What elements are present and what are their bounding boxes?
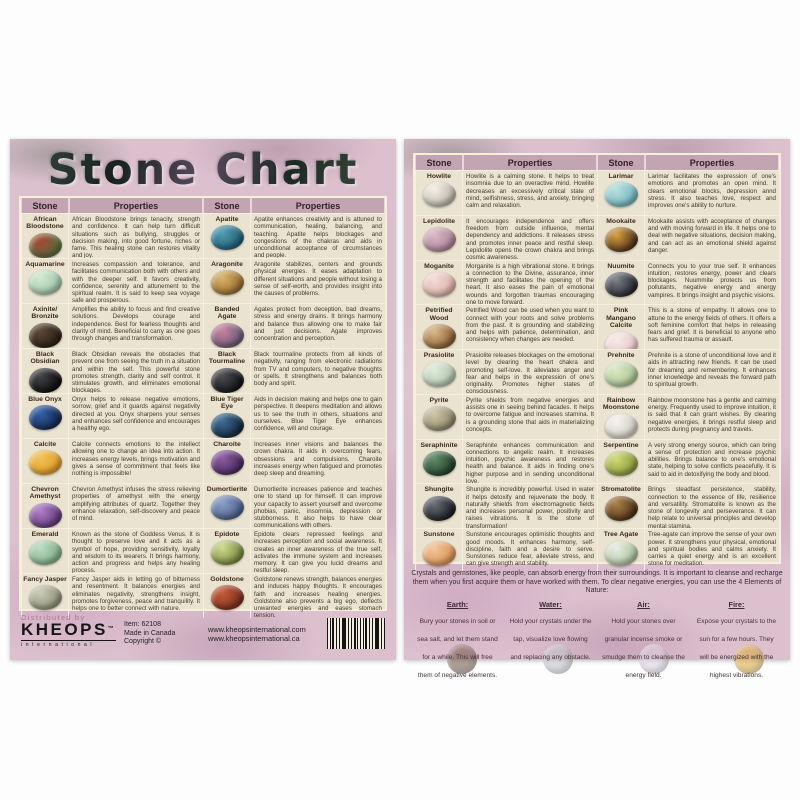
stone-description: Known as the stone of Goddess Venus. It is thought to preserve love and it acts as a symbol of hope, providing sensitivity, loyalty and wisdom to its wearers. It brings harmony, action and progress and helps any healing process. <box>72 531 200 573</box>
brand-name: KHEOPS™ <box>21 620 117 639</box>
stone-photo <box>211 225 244 250</box>
stone-cell <box>21 259 69 303</box>
stone-photo <box>211 368 244 393</box>
stone-description: Amplifies the ability to focus and find creative solutions. Develops courage and independence. Best for fearless thoughts and clarity of mind. Beneficial to carry as one goes through changes and transformation. <box>72 306 200 342</box>
stone-description: Pyrite shields from negative energies and assists one in seeing behind facades. It helps to overcome fatigue and increases stamina. It is a grounding stone that aids in materializing concepts. <box>466 396 594 433</box>
element-title: Air: <box>637 600 650 609</box>
website-urls <box>208 625 306 643</box>
stone-cell <box>597 171 645 215</box>
table-row <box>597 349 779 394</box>
stone-name: Rainbow Moonstone <box>602 396 640 412</box>
kheops-logo <box>21 622 116 648</box>
table-row <box>415 349 597 394</box>
stone-name: Petrified Wood <box>425 307 453 322</box>
header-properties: Properties <box>69 198 203 213</box>
stone-description: Increases inner visions and balances the crown chakra. It aids in overcoming fears, obsessions and compulsions. Charoite increases energy when fatigued and promotes deep sleep and dreaming. <box>254 441 382 477</box>
stone-cell <box>415 395 463 439</box>
stone-name: Pink Mangano Calcite <box>606 307 636 330</box>
stone-description: Chevron Amethyst infuses the stress relieving properties of amethyst with the energy amplifying attributes of quartz. Together they enhance relaxation, self-discovery and peace of mind. <box>72 486 200 522</box>
element-title: Water: <box>539 600 562 609</box>
stone-description: Epidote clears repressed feelings and increases perception and social awareness. It creates an inner awareness of the true self, activates the immune system and increases memory. It can give you lucid dreams and restful sleep. <box>254 531 382 573</box>
stone-photo <box>605 496 638 521</box>
stone-description: Calcite connects emotions to the intellect allowing one to change an idea into action. It increases energy levels, brings motivation and gives a sense of commitment that feels like nothing is impossible! <box>72 441 200 477</box>
table-row <box>203 438 385 483</box>
table-row <box>21 528 203 573</box>
stone-name: Shungite <box>424 486 454 494</box>
stone-description: Mookaite assists with acceptance of changes and with moving forward in life. It helps one to deal with negative situations, decision making, and can act as an emotional shield against danger. <box>648 217 776 254</box>
stone-cell <box>597 440 645 484</box>
stone-photo <box>29 405 62 430</box>
stone-cell <box>597 350 645 394</box>
stone-name: Tree Agate <box>603 531 639 539</box>
table-row <box>203 483 385 528</box>
stone-cell <box>415 305 463 349</box>
stone-cell <box>415 440 463 484</box>
stone-description: Shungite is incredibly powerful. Used in water it helps detoxify and rejuvenate the body. It naturally shields from electromagnetic fields and increases personal power, positivity and raises vibrations. It is the stone of transformation! <box>466 486 594 529</box>
table-row <box>203 348 385 393</box>
table-row <box>415 528 597 573</box>
stone-photo <box>605 272 638 297</box>
stone-description: Aragonite stabilizes, centers and grounds physical energies. It eases adaptation to different situations and people without losing a sense of self-worth, and provides insight into the causes of problems. <box>254 261 382 297</box>
stone-description: Sunstone encourages optimistic thoughts and good moods. It enhances harmony, self-discipline, faith and a desire to serve. Sunstones reduce fear, alleviate stress, and can give strength and stability. <box>466 531 594 568</box>
stone-description: Howlite is a calming stone. It helps to treat insomnia due to an overactive mind. Howlite decreases an excessively critical state of mind, selfishness, stress, and anxiety, bringing calm and relaxation. <box>466 173 594 209</box>
header-properties: Properties <box>463 155 597 170</box>
table-row <box>597 483 779 528</box>
stone-cell <box>21 349 69 393</box>
stone-description: Prasiolite releases blockages on the emotional level by clearing the heart chakra and promoting self-love. It alleviates anger and fear and helps in the expression of one's originality. Promotes higher states of consciousness. <box>466 352 594 394</box>
header-properties: Properties <box>251 198 385 213</box>
stone-photo <box>423 541 456 566</box>
stone-cell <box>203 349 251 393</box>
header-stone: Stone <box>21 198 69 213</box>
four-elements <box>411 600 783 679</box>
stone-description: Fancy Jasper aids in letting go of bitterness and resentment. It balances energies and eliminates negativity, strengthens insight, promotes forgiveness, peace and tranquility. It helps one to better connect with nature. <box>72 576 200 612</box>
stone-photo <box>29 540 62 565</box>
front-column-2 <box>203 213 385 618</box>
stone-description: A very strong energy source, which can bring a sense of protection and increase psychic abilities. Brings balance to one's emotional state, helping to solve conflicts peacefully. It is said to aid in detoxifying the body and blood. <box>648 441 776 478</box>
table-row <box>203 303 385 348</box>
website-url-com: www.kheopsinternational.com <box>208 625 306 634</box>
stone-description: Apatite enhances creativity and is attuned to communication, healing, balancing, and teaching. Apatite helps blockages and congestions of the chakras and aids in unconditional acceptance of circumstances and people. <box>254 216 382 258</box>
stone-photo <box>211 413 244 438</box>
stone-name: Charoite <box>213 441 241 448</box>
table-row <box>597 215 779 260</box>
stone-cell <box>203 394 251 438</box>
stone-description: It encourages independence and offers freedom from outside influence, mental dependency and addictions. It releases stress and promotes inner peace and restful sleep. Lepidolite opens the crown chakra and brings cosmic awareness. <box>466 217 594 260</box>
stone-name: Black Obsidian <box>30 351 60 366</box>
stone-table-back <box>413 153 781 568</box>
stone-photo <box>29 270 62 295</box>
stone-name: Prasiolite <box>423 352 455 360</box>
stone-name: Stromatolite <box>601 486 641 494</box>
table-row <box>21 258 203 303</box>
table-row <box>21 393 203 438</box>
stone-cell <box>415 171 463 215</box>
made-in-label: Made in Canada <box>124 629 176 637</box>
stone-cell <box>21 394 69 438</box>
stone-photo <box>605 451 638 476</box>
stone-name: Goldstone <box>210 576 244 583</box>
table-row <box>597 260 779 305</box>
table-row <box>21 303 203 348</box>
stone-photo <box>605 227 638 252</box>
table-row <box>415 215 597 260</box>
copyright-label: Copyright © <box>124 638 162 646</box>
stone-photo <box>423 227 456 252</box>
table-row <box>597 304 779 349</box>
table-row <box>21 573 203 618</box>
stone-photo <box>211 270 244 295</box>
header-stone: Stone <box>597 155 645 170</box>
stone-cell <box>203 259 251 303</box>
stone-name: Dumortierite <box>206 486 248 493</box>
stone-name: Blue Tiger Eye <box>210 396 244 411</box>
table-header-row <box>21 198 385 213</box>
header-properties: Properties <box>645 155 779 170</box>
stone-name: Epidote <box>214 531 240 538</box>
stone-name: Banded Agate <box>214 306 240 321</box>
stone-photo <box>211 540 244 565</box>
stone-photo <box>29 323 62 348</box>
stone-description: Tree-agate can improve the sense of your own power. It strengthens your physical, emotional and spiritual bodies and calms anxiety. It carries a quiet energy and is an excellent stone for meditation. <box>648 531 776 568</box>
stone-name: Serpentine <box>603 441 639 449</box>
cleansing-note: Crystals and gemstones, like people, can absorb energy from their surroundings. It is important to cleanse and recharge them when you first acquire them or have worked with them. To clear negative energies, you can use the 4 Elements of Nature: <box>411 570 783 595</box>
stone-cell <box>21 529 69 573</box>
table-row <box>597 394 779 439</box>
stone-cell <box>21 484 69 528</box>
stone-name: Chevron Amethyst <box>29 486 61 501</box>
stone-name: Emerald <box>31 531 59 538</box>
element-column <box>504 600 597 661</box>
stone-cell <box>203 304 251 348</box>
stone-description: Agates protect from deception, bad dreams, stress and energy drains. It brings harmony and balance thus allowing one to make fair and just decisions. Agate improves concentration and perception. <box>254 306 382 342</box>
stone-description: Petrified Wood can be used when you want to connect with your roots and solve problems from the past. It is grounding and stabilizing and helps with patience, determination, and consistency when changes are needed. <box>466 307 594 344</box>
stone-photo <box>423 272 456 297</box>
stone-cell <box>597 395 645 439</box>
stone-cell <box>597 529 645 573</box>
element-column <box>411 600 504 679</box>
table-row <box>415 483 597 528</box>
header-stone: Stone <box>203 198 251 213</box>
element-text: Hold your stones over granular incense smoke or smudge them to cleanse the energy field. <box>602 618 685 679</box>
header-stone: Stone <box>415 155 463 170</box>
stone-name: Seraphinite <box>420 441 458 449</box>
stone-description: Brings steadfast persistence, stability, connection to the essence of life, resilience and versatility. Stromatolite is known as the stone of longevity and perseverance. It can help relate to universal principles and develop mental stamina. <box>648 486 776 529</box>
stone-description: Rainbow moonstone has a gentle and calming energy. Frequently used to improve intuition, it is said that it can grant wishes. By clearing negative energies, it brings restful sleep and protects during pregnancy and travels. <box>648 396 776 433</box>
stone-photo <box>605 332 638 350</box>
stone-photo <box>211 495 244 520</box>
stone-cell <box>203 439 251 483</box>
trademark-symbol: ™ <box>107 626 117 632</box>
stone-photo <box>423 406 456 431</box>
stone-name: Howlite <box>426 173 452 180</box>
table-row <box>203 393 385 438</box>
stone-photo <box>29 585 62 610</box>
stone-cell <box>21 439 69 483</box>
stone-photo <box>423 182 456 207</box>
stone-photo <box>211 323 244 348</box>
element-column <box>597 600 690 679</box>
stone-cell <box>415 484 463 528</box>
stone-name: Moganite <box>424 262 454 270</box>
stone-name: African Bloodstone <box>26 216 64 231</box>
item-info <box>124 621 175 647</box>
stone-cell <box>415 261 463 305</box>
stone-description: Prehnite is a stone of unconditional love and it aids in attracting new friends. It can be used for dreaming and remembering. It enhances inner knowledge and reveals the forward path to spiritual growth. <box>648 352 776 389</box>
table-row <box>21 483 203 528</box>
stone-name: Sunstone <box>423 531 455 539</box>
stone-cell <box>415 529 463 573</box>
stone-name: Pyrite <box>429 396 449 404</box>
page-title: Stone Chart <box>10 145 396 195</box>
stone-description: Morganite is a high vibrational stone. It brings a connection to the Divine, assurance, inner strength and facilitates the opening of the heart. It also eases the pain of emotional wounds and forgotten traumas encouraging one to move forward. <box>466 262 594 305</box>
element-title: Earth: <box>446 600 469 609</box>
stone-cell <box>21 214 69 258</box>
element-column <box>690 600 783 679</box>
stone-cell <box>203 529 251 573</box>
stone-photo <box>423 496 456 521</box>
stone-name: Larimar <box>608 173 634 180</box>
front-column-1 <box>21 213 203 618</box>
table-row <box>203 258 385 303</box>
table-row <box>203 573 385 618</box>
stone-cell <box>203 574 251 618</box>
stone-description: Dumortierite increases patience and teaches one to stand up for himself. It can improve your capacity to assert yourself and overcome phobias, panic, insomnia, depression or stubborness. It also helps to have clear communications with others. <box>254 486 382 528</box>
stone-name: Black Tourmaline <box>208 351 246 366</box>
stone-name: Prehnite <box>607 352 635 360</box>
element-text: Hold your crystals under the tap, visualize love flowing and replacing any obstacle. <box>509 618 592 661</box>
table-row <box>415 439 597 484</box>
element-title: Fire: <box>728 600 745 609</box>
stone-name: Aragonite <box>211 261 243 268</box>
barcode <box>327 618 385 649</box>
brand-subtitle: international <box>21 640 116 648</box>
stone-cell <box>415 350 463 394</box>
stone-description: Seraphinite enhances communication and connections to angelic realm. It increases intuition, psychic awareness and restores health and balance. It aids in finding one's higher purpose and in sending unconditional love. <box>466 441 594 484</box>
stone-name: Nuumite <box>607 262 635 270</box>
stone-name: Blue Onyx <box>28 396 62 403</box>
stone-photo <box>605 414 638 439</box>
stone-photo <box>605 541 638 566</box>
stone-name: Axinite/ Bronzite <box>31 306 59 321</box>
stone-photo <box>29 503 62 528</box>
stone-name: Lepidolite <box>422 217 456 225</box>
stone-cell <box>21 574 69 618</box>
stone-name: Fancy Jasper <box>23 576 67 583</box>
stone-photo <box>211 450 244 475</box>
back-column-1 <box>415 170 597 573</box>
stone-photo <box>605 182 638 207</box>
stone-photo <box>29 368 62 393</box>
stone-photo <box>605 362 638 387</box>
stone-description: Black tourmaline protects from all kinds of negativity, ranging from electronic radiations from TV and computers, to negative thoughts or spells. It strengthens and balances both body and spirit. <box>254 351 382 387</box>
table-row <box>203 213 385 258</box>
stone-description: Increases compassion and tolerance, and facilitates communication both with others and with the deeper self. It favors creativity, confidence, serenity and attunement to the spiritual realm. It is said to keep sea voyage safe and prosperous. <box>72 261 200 303</box>
stone-photo <box>423 362 456 387</box>
table-row <box>21 348 203 393</box>
stone-cell <box>597 261 645 305</box>
table-row <box>597 528 779 573</box>
stone-cell <box>415 216 463 260</box>
element-text: Expose your crystals to the sun for a few hours. They will be energized with the highest vibrations. <box>696 618 777 679</box>
table-row <box>597 170 779 215</box>
stone-description: This is a stone of empathy. It allows one to attune to the energy fields of others. It offers a soft feminine comfort that helps in releasing fears and grief. It is beneficial to anyone who has suffered trauma or assault. <box>648 307 776 344</box>
stone-description: Aids in decision making and helps one to gain perspective. It deepens meditation and allows us to see the truth in others, situations and ourselves. Blue Tiger Eye enhances confidence, will and courage. <box>254 396 382 432</box>
stone-name: Calcite <box>33 441 57 448</box>
stone-cell <box>597 484 645 528</box>
table-header-row <box>415 155 779 170</box>
stone-description: Connects you to your true self. It enhances intuition, restores energy, power and clears blockages. Nuummite protects us from pollutants, negative energy and energy vampires. It brings insight and psychic visions. <box>648 262 776 299</box>
stone-description: African Bloodstone brings tenacity, strength and confidence. It can help turn difficult situations such as bullying, struggles or decision making, into good fortune, riches or fame. This healing stone can restores vitality and joy. <box>72 216 200 258</box>
chart-page-front <box>10 139 396 660</box>
stone-cell <box>21 304 69 348</box>
stone-photo <box>211 585 244 610</box>
table-row <box>415 304 597 349</box>
stone-cell <box>203 214 251 258</box>
stone-cell <box>203 484 251 528</box>
chart-page-back <box>404 139 790 679</box>
item-number: Item: 62108 <box>124 621 161 629</box>
stone-description: Black Obsidian reveals the obstacles that prevent one from seeing the truth in a situation and within the self. This powerful stone promotes strength, clarity and self control. It stimulates growth, and eliminates emotional blockages. <box>72 351 200 393</box>
table-row <box>203 528 385 573</box>
table-row <box>21 213 203 258</box>
back-column-2 <box>597 170 779 573</box>
table-row <box>21 438 203 483</box>
stone-name: Mookaite <box>606 217 636 225</box>
stone-description: Larimar facilitates the expression of one's emotions and promotes an open mind. It clears emotional blocks, depression annd stress. It also teaches love, respect and improves one's ability to nurture. <box>648 173 776 209</box>
stone-name: Aquamarine <box>25 261 65 268</box>
table-row <box>415 260 597 305</box>
stone-name: Apatite <box>215 216 239 223</box>
website-url-ca: www.kheopsinternational.ca <box>208 634 300 643</box>
element-text: Bury your stones in soil or sea salt, and let them stand for a while. This will free them of negative elements. <box>417 618 498 679</box>
stone-photo <box>423 451 456 476</box>
stone-description: Goldstone renews strength, balances energies and induces happy thoughts. It encourages faith and increases healing energies. Goldstone also prevents a big ego, deflects unwanted energies and eases stomach tension. <box>254 576 382 618</box>
stone-photo <box>423 324 456 349</box>
distributed-by-label: Distributed by <box>21 613 86 622</box>
table-row <box>415 170 597 215</box>
table-row <box>415 394 597 439</box>
stone-cell <box>597 216 645 260</box>
stone-photo <box>29 233 62 258</box>
stone-photo <box>29 450 62 475</box>
table-row <box>597 439 779 484</box>
stone-cell <box>597 305 645 349</box>
stone-description: Onyx helps to release negative emotions, sorrow, grief and it guards against negativity directed at you. Onyx sharpens your senses and enhances self confidence and encourages a healthy ego. <box>72 396 200 432</box>
